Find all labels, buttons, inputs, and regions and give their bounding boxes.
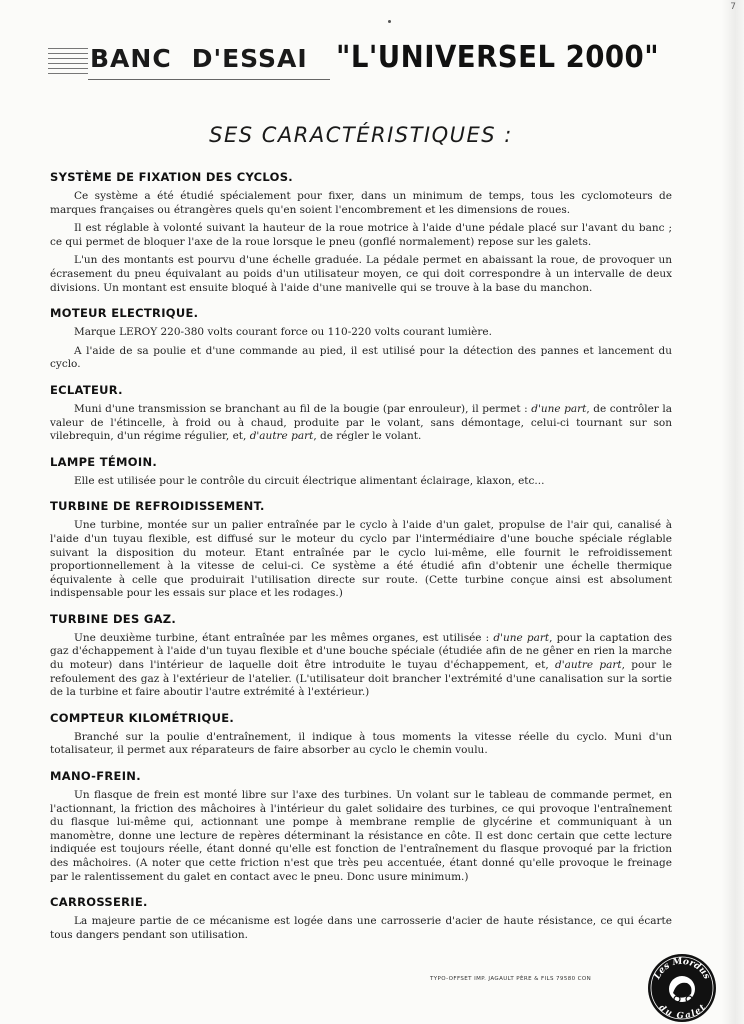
section-heading: LAMPE TÉMOIN. bbox=[50, 454, 158, 469]
emphasis: d'une part bbox=[531, 402, 587, 415]
emphasis: d'autre part bbox=[555, 659, 622, 672]
page-edge-shadow bbox=[722, 0, 744, 1024]
section-heading: CARROSSERIE. bbox=[50, 895, 148, 910]
section-paragraph: A l'aide de sa poulie et d'une commande au pied, il est utilisé pour la détection des pannes et lancement du cyclo. bbox=[50, 344, 672, 371]
section-paragraph: L'un des montants est pourvu d'une échelle graduée. La pédale permet en abaissant la roue, de provoquer un écrasement du pneu équivalant au poids d'un utilisateur moyen, ce qui doit correspondre à un intervalle de deux divisions. Un montant est ensuite bloqué à l'aide d'une manivelle qui se trouve à la base du manchon. bbox=[50, 254, 672, 294]
banc-title bbox=[90, 44, 308, 73]
section-paragraph: Un flasque de frein est monté libre sur l'axe des turbines. Un volant sur le tableau de commande permet, en l'actionnant, la friction des mâchoires à l'intérieur du galet solidaire des turbines, ce qui provoque l'entraînement du flasque lui-même qui, actionnant une pompe à membrane remplie de glycérine et communiquant à un manomètre, donne une lecture de repères déterminant la résistance en côte. Il est donc certain que cette lecture indiquée est toujours réelle, étant donné qu'elle est fonction de l'entraînement du flasque provoqué par la friction des mâchoires. (A noter que cette friction n'est que très peu accentuée, étant donné qu'elle provoque le freinage par le ralentissement du galet en contact avec le pneu. Donc usure minimum.) bbox=[50, 789, 672, 883]
section bbox=[50, 499, 672, 601]
emphasis: d'autre part bbox=[249, 430, 314, 443]
section-paragraph: Muni d'une transmission se branchant au fil de la bougie (par enrouleur), il permet : d'une part, de contrôler la valeur de l'étincelle, à froid ou à chaud, produite par le volant, sans démontage, celui-ci tournant sur son vilebrequin, d'un régime régulier, et, d'autre part, de régler le volant. bbox=[50, 402, 672, 443]
corner-page-mark: 7 bbox=[730, 2, 736, 12]
les-mordus-du-galet-stamp bbox=[647, 953, 717, 1023]
section-heading: MOTEUR ELECTRIQUE. bbox=[50, 306, 199, 321]
section-paragraph: Ce système a été étudié spécialement pour fixer, dans un minimum de temps, tous les cyclomoteurs de marques françaises ou étrangères quels qu'en soient l'encombrement et les dimensions de roues. bbox=[50, 190, 672, 216]
section-paragraph: Branché sur la poulie d'entraînement, il indique à tous moments la vitesse réelle du cyclo. Muni d'un totalisateur, il permet aux réparateurs de faire absorber au cyclo le chemin voulu. bbox=[50, 730, 672, 757]
banc-word: BANC bbox=[90, 44, 172, 73]
section bbox=[50, 383, 672, 444]
section bbox=[50, 769, 672, 884]
document-body bbox=[50, 170, 672, 953]
section-heading: TURBINE DE REFROIDISSEMENT. bbox=[50, 499, 265, 514]
section bbox=[50, 895, 672, 942]
section-paragraph: La majeure partie de ce mécanisme est logée dans une carrosserie d'acier de haute résistance, ce qui écarte tous dangers pendant son utilisation. bbox=[50, 915, 672, 941]
page-subtitle: SES CARACTÉRISTIQUES : bbox=[209, 123, 513, 147]
essai-word: D'ESSAI bbox=[191, 44, 308, 73]
section-paragraph: Une turbine, montée sur un palier entraînée par le cyclo à l'aide d'un galet, propulse de l'air qui, canalisé à l'aide d'un tuyau flexible, est diffusé sur le moteur du cyclo par l'intermédiaire d'une bouche spéciale réglable suivant la disposition du moteur. Etant entraînée par le cyclo lui-même, elle fournit le refroidissement proportionnellement à la vitesse de celui-ci. Ce système a été étudié afin d'obtenir une échelle thermique équivalente à celle que produirait l'utilisation directe sur route. (Cette turbine conçue ainsi est absolument indispensable pour les essais sur place et les rodages.) bbox=[50, 519, 672, 600]
stamp-text-top: Les Mordus bbox=[652, 956, 712, 982]
section-heading: SYSTÈME DE FIXATION DES CYCLOS. bbox=[50, 170, 293, 184]
section bbox=[50, 306, 672, 372]
section-paragraph: Marque LEROY 220-380 volts courant force ou 110-220 volts courant lumière. bbox=[74, 326, 492, 339]
header-rule-lines bbox=[48, 48, 88, 78]
stamp-text-bottom: du Galet bbox=[656, 1002, 708, 1022]
section-paragraph: Elle est utilisée pour le contrôle du circuit électrique alimentant éclairage, klaxon, etc... bbox=[74, 474, 545, 487]
section-heading: ECLATEUR. bbox=[50, 382, 123, 397]
emphasis: d'une part bbox=[493, 631, 550, 644]
section bbox=[50, 170, 672, 295]
section bbox=[50, 455, 672, 489]
section bbox=[50, 612, 672, 700]
section-heading: MANO-FREIN. bbox=[50, 769, 141, 784]
header-underline bbox=[88, 79, 330, 80]
section-paragraph: Une deuxième turbine, étant entraînée par les mêmes organes, est utilisée : d'une part, pour la captation des gaz d'échappement à l'aide d'un tuyau flexible et d'une bouche spéciale (étudiée afin de ne gêner en rien la marche du moteur) dans l'intérieur de laquelle doit être introduite le tuyau d'échappement, et, d'autre part, pour le refoulement des gaz à l'extérieur de l'atelier. (L'utilisateur doit brancher l'extrémité d'une canalisation sur la sortie de la turbine et faire aboutir l'autre extrémité à l'extérieur.) bbox=[50, 631, 672, 699]
printer-imprint: TYPO-OFFSET IMP. JAGAULT PÈRE & FILS 79580 CON bbox=[430, 976, 592, 982]
section-heading: TURBINE DES GAZ. bbox=[50, 611, 177, 626]
section-heading: COMPTEUR KILOMÉTRIQUE. bbox=[50, 710, 235, 725]
section-paragraph: Il est réglable à volonté suivant la hauteur de la roue motrice à l'aide d'une pédale placé sur l'avant du banc ; ce qui permet de bloquer l'axe de la roue lorsque le pneu (gonflé normalement) repose sur les galets. bbox=[50, 222, 672, 248]
section bbox=[50, 711, 672, 758]
print-dot bbox=[388, 20, 391, 23]
product-title: "L'UNIVERSEL 2000" bbox=[336, 40, 660, 75]
